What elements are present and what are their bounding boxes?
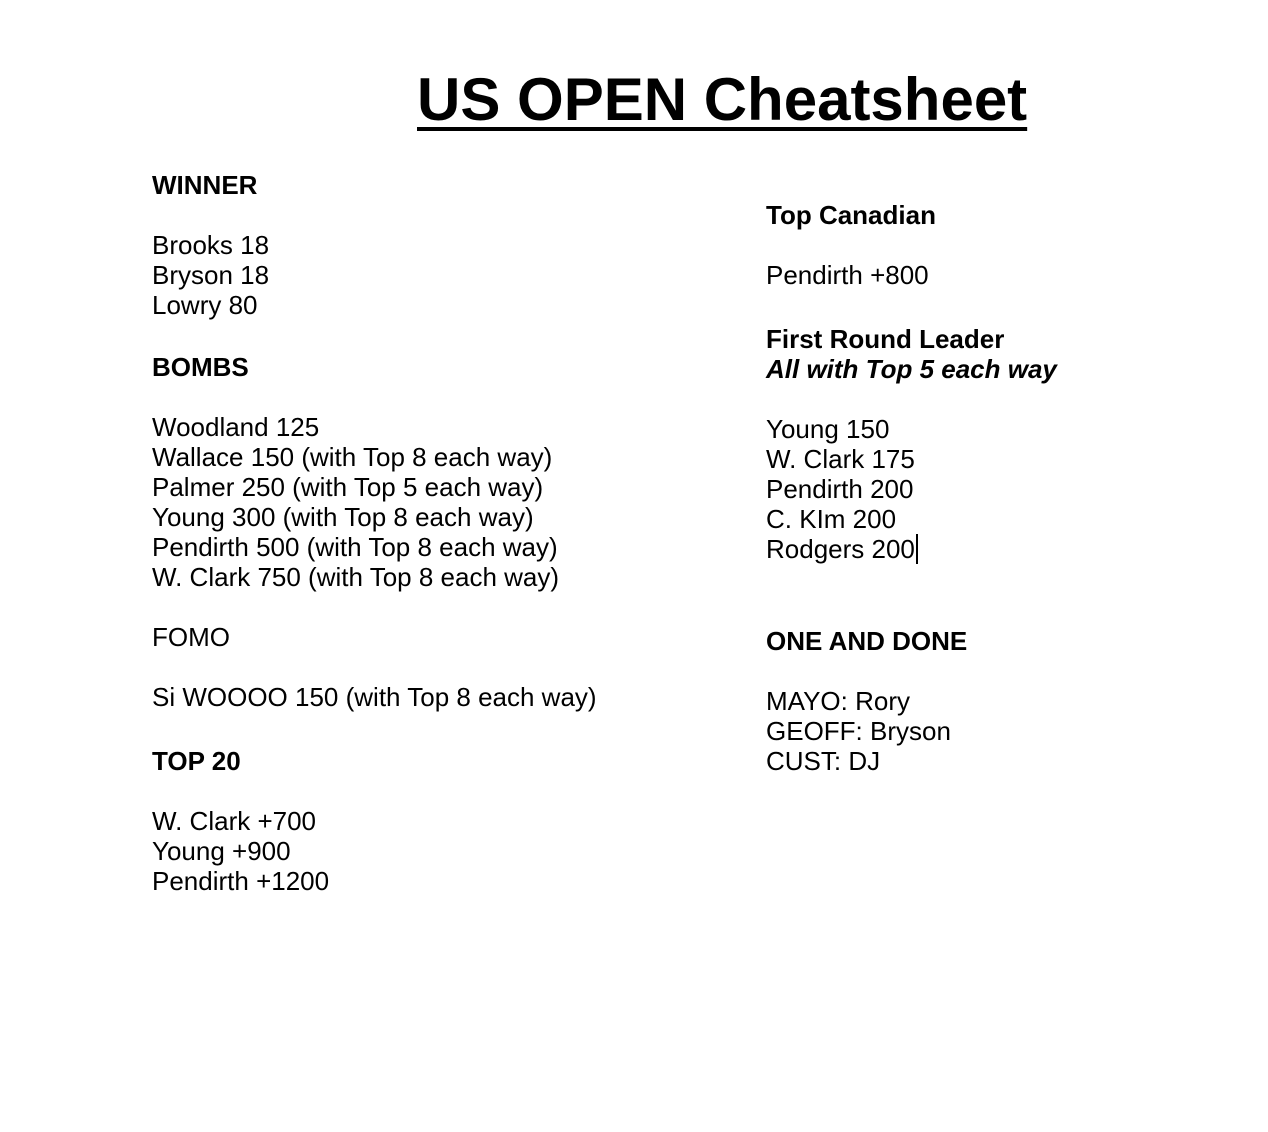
text-cursor (916, 534, 918, 564)
spacer (152, 382, 597, 412)
one-and-done-heading: ONE AND DONE (766, 626, 968, 656)
winner-item: Bryson 18 (152, 260, 270, 290)
fomo-item: Si WOOOO 150 (with Top 8 each way) (152, 682, 597, 712)
first-round-leader-subheading: All with Top 5 each way (766, 354, 1057, 384)
top-canadian-heading: Top Canadian (766, 200, 936, 230)
first-round-leader-item: Pendirth 200 (766, 474, 914, 504)
bombs-item: Young 300 (with Top 8 each way) (152, 502, 534, 532)
first-round-leader-row-last[interactable] (766, 534, 1057, 564)
one-and-done-item: CUST: DJ (766, 746, 881, 776)
bombs-heading: BOMBS (152, 352, 249, 382)
winner-heading: WINNER (152, 170, 258, 200)
winner-item: Lowry 80 (152, 290, 258, 320)
top20-item: W. Clark +700 (152, 806, 317, 836)
bombs-item: Woodland 125 (152, 412, 320, 442)
winner-item: Brooks 18 (152, 230, 270, 260)
top20-heading: TOP 20 (152, 746, 241, 776)
one-and-done-item: GEOFF: Bryson (766, 716, 951, 746)
bombs-item: Pendirth 500 (with Top 8 each way) (152, 532, 558, 562)
page-title: US OPEN Cheatsheet (417, 66, 1028, 133)
top-canadian-item: Pendirth +800 (766, 260, 929, 290)
spacer (152, 592, 597, 622)
spacer (766, 564, 1057, 626)
spacer (766, 656, 1057, 686)
spacer (152, 776, 597, 806)
bombs-item: Wallace 150 (with Top 8 each way) (152, 442, 553, 472)
first-round-leader-item: Rodgers 200 (766, 534, 915, 564)
top20-item: Pendirth +1200 (152, 866, 330, 896)
spacer (766, 384, 1057, 414)
spacer (152, 652, 597, 682)
spacer (152, 712, 597, 746)
bombs-item: Palmer 250 (with Top 5 each way) (152, 472, 544, 502)
first-round-leader-item: Young 150 (766, 414, 890, 444)
right-column (766, 200, 1057, 776)
top20-item: Young +900 (152, 836, 291, 866)
first-round-leader-heading: First Round Leader (766, 324, 1005, 354)
fomo-heading: FOMO (152, 622, 230, 652)
spacer (766, 230, 1057, 260)
first-round-leader-item: C. KIm 200 (766, 504, 897, 534)
spacer (766, 290, 1057, 324)
spacer (152, 200, 597, 230)
left-column (152, 170, 597, 896)
spacer (152, 320, 597, 352)
bombs-item: W. Clark 750 (with Top 8 each way) (152, 562, 560, 592)
one-and-done-item: MAYO: Rory (766, 686, 910, 716)
first-round-leader-item: W. Clark 175 (766, 444, 915, 474)
